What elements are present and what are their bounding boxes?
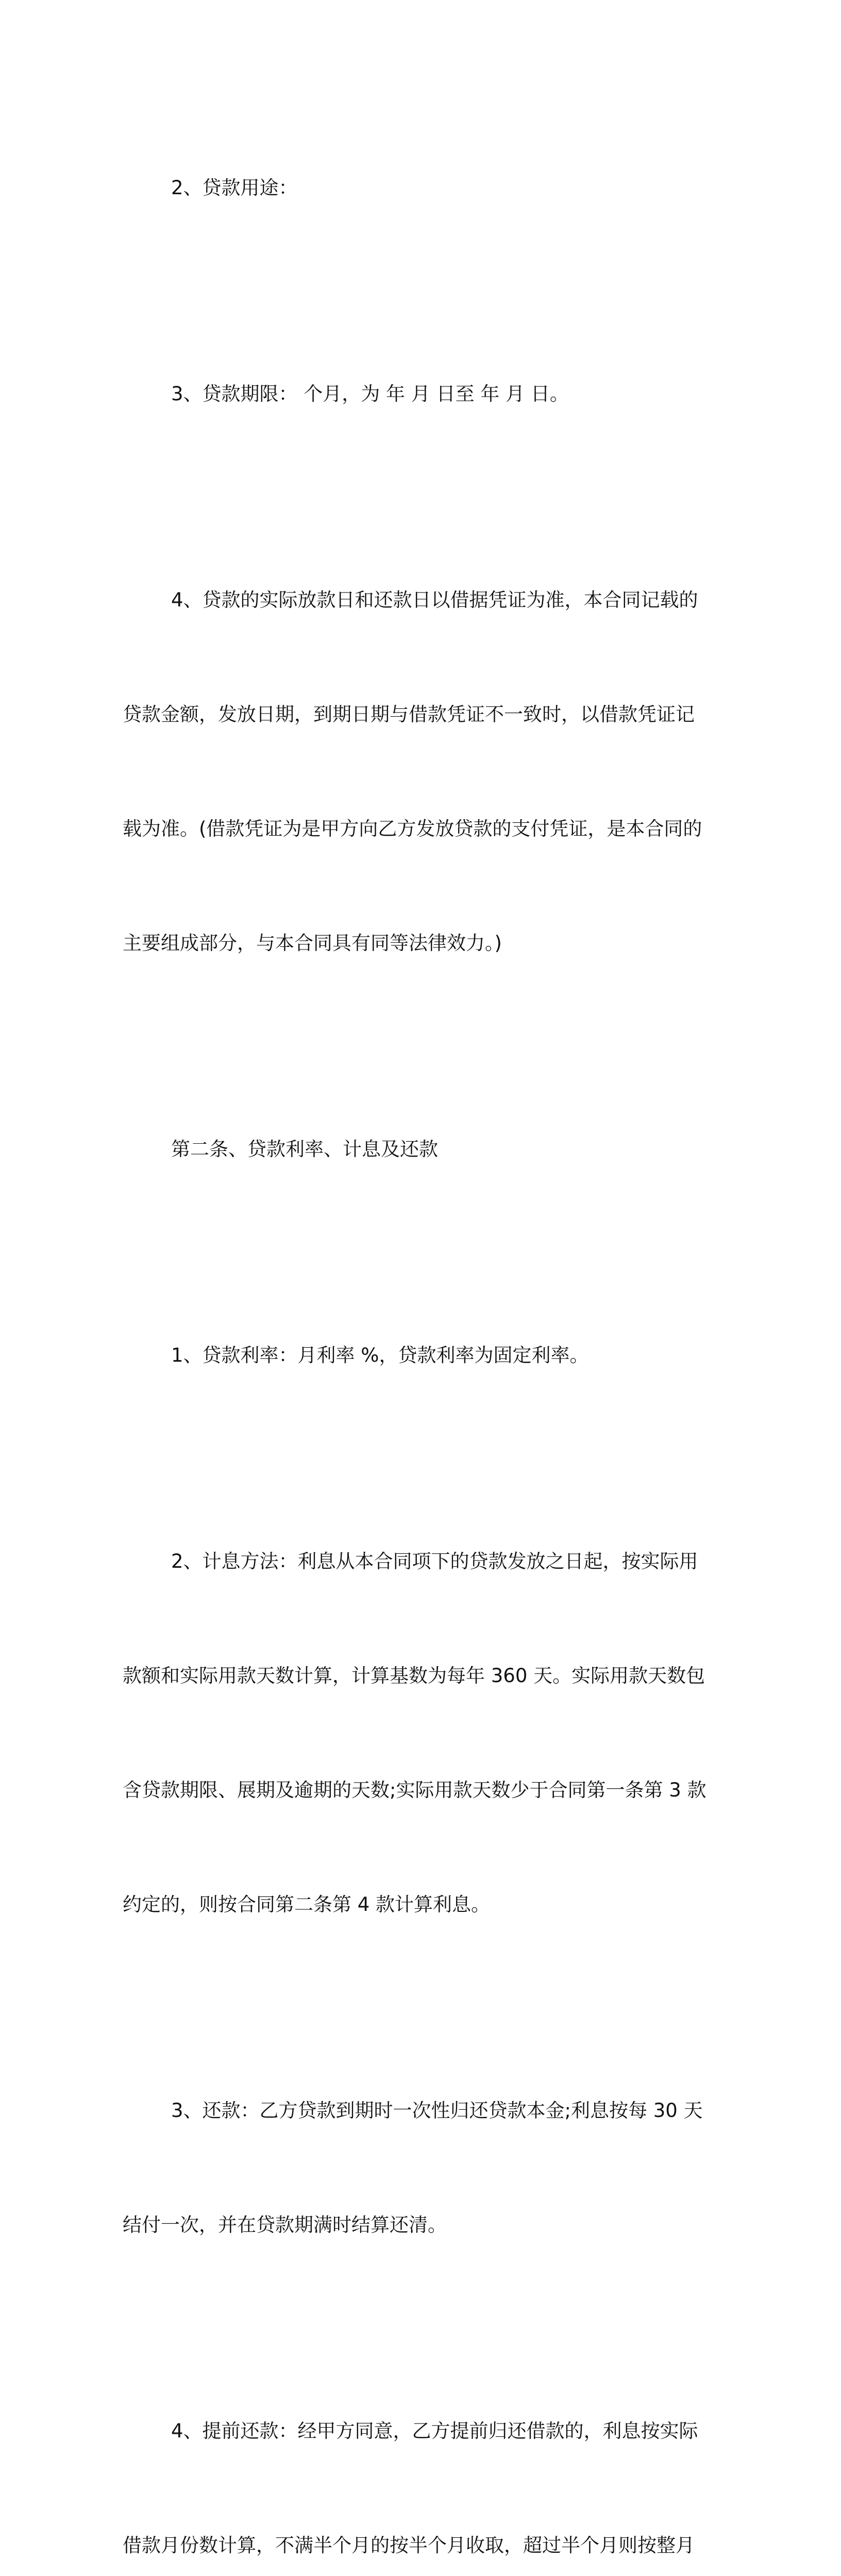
text-line: 4、提前还款：经甲方同意，乙方提前归还借款的，利息按实际 [171, 2420, 698, 2442]
text-line: 3、还款：乙方贷款到期时一次性归还贷款本金;利息按每 30 天 [171, 2099, 703, 2122]
paragraph-loan-term [123, 299, 720, 489]
text-line: 款额和实际用款天数计算，计算基数为每年 360 天。实际用款天数包 [123, 1665, 705, 1687]
text-line: 主要组成部分，与本合同具有同等法律效力。) [123, 932, 502, 954]
text-line: 2、计息方法：利息从本合同项下的贷款发放之日起，按实际用 [171, 1550, 698, 1572]
paragraph-loan-purpose [123, 93, 720, 283]
text-line: 第二条、贷款利率、计息及还款 [171, 1138, 438, 1160]
paragraph-interest-method [123, 1466, 720, 2000]
paragraph-interest-rate [123, 1260, 720, 1451]
section-heading-article-2 [123, 1054, 720, 1245]
text-line: 3、贷款期限： 个月，为 年 月 日至 年 月 日。 [171, 383, 569, 405]
paragraph-repayment [123, 2015, 720, 2320]
text-line: 4、贷款的实际放款日和还款日以借据凭证为准，本合同记载的 [171, 589, 698, 611]
text-line: 含贷款期限、展期及逾期的天数;实际用款天数少于合同第一条第 3 款 [123, 1779, 707, 1801]
text-line: 2、贷款用途： [171, 177, 298, 199]
text-line: 1、贷款利率：月利率 %，贷款利率为固定利率。 [171, 1344, 589, 1366]
paragraph-loan-dates [123, 505, 720, 1039]
text-line: 约定的，则按合同第二条第 4 款计算利息。 [123, 1893, 491, 1916]
text-line: 结付一次，并在贷款期满时结算还清。 [123, 2214, 447, 2236]
text-line: 载为准。(借款凭证为是甲方向乙方发放贷款的支付凭证，是本合同的 [123, 818, 702, 840]
document-body [123, 93, 720, 2576]
paragraph-early-repayment [123, 2336, 720, 2576]
text-line: 贷款金额，发放日期，到期日期与借款凭证不一致时，以借款凭证记 [123, 703, 695, 725]
text-line: 借款月份数计算，不满半个月的按半个月收取，超过半个月则按整月 [123, 2534, 695, 2556]
